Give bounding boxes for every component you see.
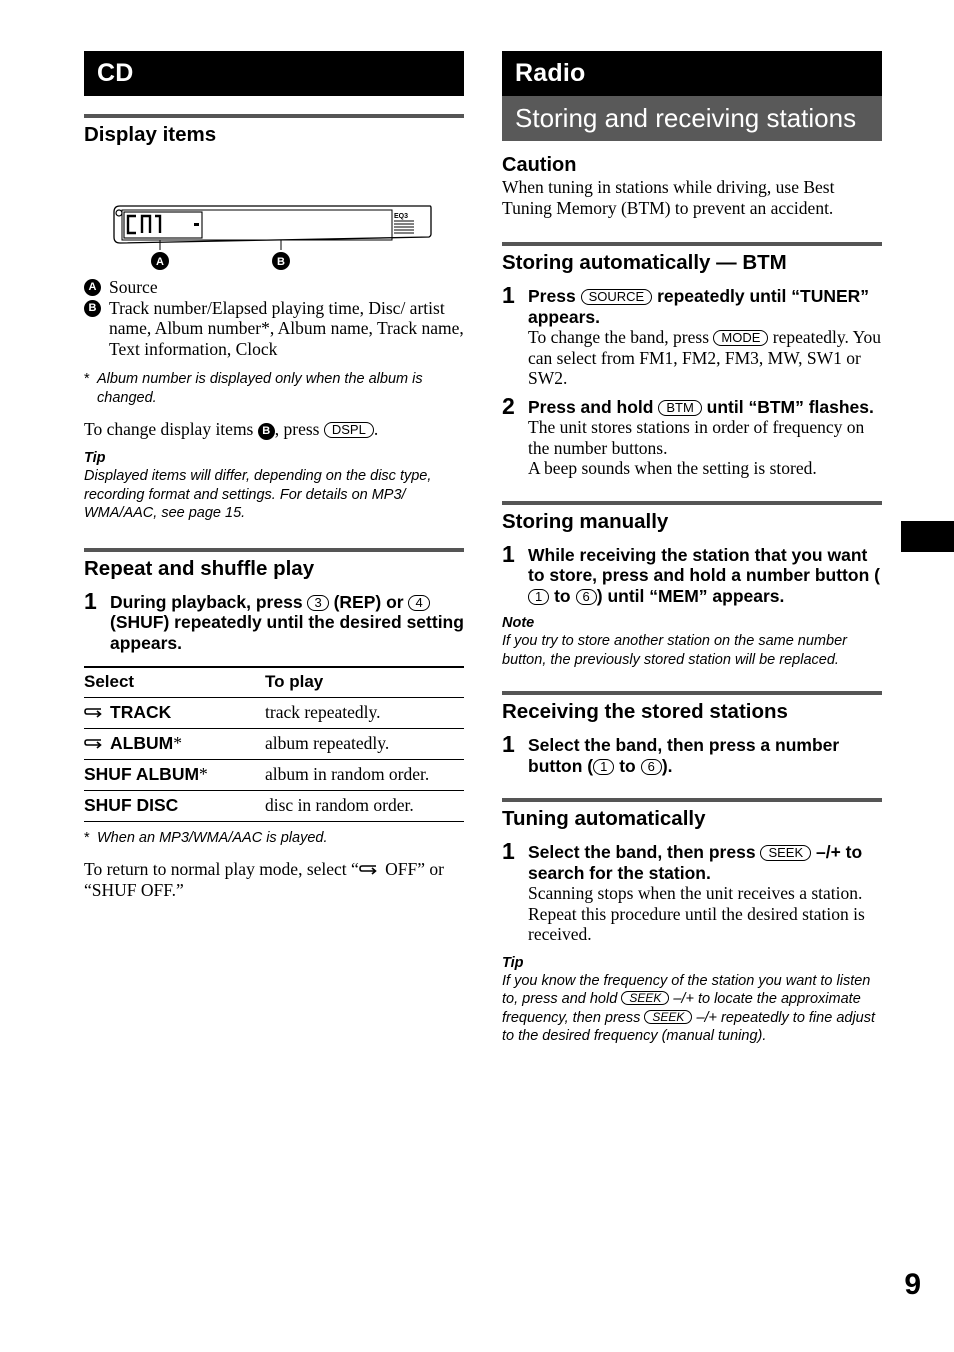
page-number: 9 — [904, 1268, 921, 1301]
note-text: If you try to store another station on the same number button, the previously stored station will be replaced. — [502, 633, 847, 668]
header-to-play: To play — [265, 667, 464, 697]
footnote-mp3 — [84, 829, 464, 848]
step-number: 1 — [502, 540, 515, 567]
footnote-star: * — [84, 371, 90, 387]
heading-repeat-shuffle: Repeat and shuffle play — [84, 548, 464, 581]
select-cell — [84, 728, 265, 759]
heading-display-items: Display items — [84, 114, 464, 147]
select-cell — [84, 759, 265, 790]
heading-receiving: Receiving the stored stations — [502, 691, 882, 724]
step-instruction — [528, 545, 882, 607]
play-cell: album repeatedly. — [265, 728, 464, 759]
step-body: A beep sounds when the setting is stored. — [528, 458, 817, 478]
select-label: ALBUM — [110, 733, 174, 753]
badge-a: A — [84, 279, 101, 296]
repeat-table — [84, 666, 464, 822]
step-body: Scanning stops when the unit receives a station. Repeat this procedure until the desired station is received. — [528, 883, 865, 944]
select-label: SHUF ALBUM — [84, 764, 200, 784]
change-post: . — [373, 419, 379, 439]
change-display-line — [84, 419, 464, 440]
table-row — [84, 759, 464, 790]
tip-text-part: –/+ to locate the approximate frequency, then press — [502, 991, 861, 1026]
legend-text: Source — [109, 277, 158, 297]
step-instruction — [528, 735, 882, 776]
seek-key: SEEK — [621, 991, 669, 1005]
step-body: The unit stores stations in order of frequency on the number buttons. — [528, 417, 865, 458]
step-text: (SHUF) repeatedly until the desired setting appears. — [110, 612, 464, 653]
step-text: to — [554, 585, 571, 606]
footnote-star: * — [84, 829, 90, 846]
heading-storing-manually: Storing manually — [502, 501, 882, 534]
btm-key: BTM — [658, 400, 701, 416]
step-instruction — [528, 286, 882, 327]
callout-a: A — [156, 256, 164, 268]
play-cell: track repeatedly. — [265, 697, 464, 728]
step-text: Press — [528, 286, 576, 306]
tip-label: Tip — [84, 450, 106, 466]
key-4: 4 — [408, 595, 429, 611]
step-number: 1 — [502, 838, 515, 864]
section-title-radio: Radio — [502, 51, 882, 96]
right-column — [502, 51, 882, 1046]
header-select: Select — [84, 667, 265, 697]
step-text: repeatedly. You can select from FM1, FM2, FM3, MW, SW1 or SW2. — [528, 327, 881, 388]
table-row — [84, 728, 464, 759]
tip-text-part: If you know the frequency of the station you want to listen to, press and hold — [502, 972, 871, 1007]
legend-item-b — [84, 298, 464, 360]
tip-text-part: –/+ repeatedly to fine adjust to the desired frequency (manual tuning). — [502, 1009, 876, 1044]
step-text: (REP) or — [333, 591, 404, 612]
table-row — [84, 790, 464, 821]
manual-step-1 — [502, 540, 882, 607]
change-pre: To change display items — [84, 419, 254, 439]
step-text: ). — [661, 755, 673, 776]
step-text: to — [619, 755, 636, 776]
footnote-star: * — [173, 733, 182, 753]
subsection-title: Storing and receiving stations — [502, 96, 882, 141]
legend-text: Track number/Elapsed playing time, Disc/ artist name, Album number*, Album name, Track name, Text information, Clock — [109, 297, 464, 359]
repeat-icon — [84, 738, 104, 750]
play-cell: album in random order. — [265, 759, 464, 790]
step-number: 1 — [502, 731, 515, 757]
key-1: 1 — [593, 759, 614, 775]
step-text: –/+ to search for the station. — [528, 842, 863, 883]
tip-text — [502, 972, 882, 1046]
footnote-album — [84, 370, 464, 407]
badge-b: B — [258, 423, 275, 440]
footnote-text: When an MP3/WMA/AAC is played. — [97, 829, 328, 846]
select-label: TRACK — [110, 702, 172, 722]
repeat-icon — [84, 707, 104, 719]
key-3: 3 — [307, 595, 328, 611]
legend-list — [84, 277, 464, 359]
display-illustration — [84, 195, 464, 275]
section-title-cd: CD — [84, 51, 464, 96]
key-1: 1 — [528, 589, 549, 605]
seek-key: SEEK — [760, 845, 811, 861]
step-number: 2 — [502, 392, 515, 419]
heading-tuning: Tuning automatically — [502, 798, 882, 831]
side-thumb-tab — [901, 521, 954, 552]
left-column — [84, 51, 464, 900]
seek-key: SEEK — [644, 1010, 692, 1024]
heading-btm: Storing automatically — BTM — [502, 242, 882, 275]
heading-caution: Caution — [502, 154, 577, 176]
step-text: Select the band, then press a number button ( — [528, 735, 840, 776]
step-instruction — [528, 842, 882, 883]
source-key: SOURCE — [581, 289, 653, 305]
step-body — [528, 327, 882, 389]
key-6: 6 — [576, 589, 597, 605]
svg-text:EQ3: EQ3 — [394, 213, 409, 220]
badge-b: B — [84, 300, 101, 317]
legend-item-a — [84, 277, 464, 298]
footnote-star: * — [199, 764, 208, 784]
dspl-key: DSPL — [324, 422, 374, 438]
step-text: Select the band, then press — [528, 842, 756, 862]
step-number: 1 — [502, 282, 515, 308]
table-row — [84, 697, 464, 728]
note-label: Note — [502, 615, 535, 631]
return-post: OFF” or “SHUF OFF.” — [84, 859, 444, 900]
receiving-step-1 — [502, 731, 882, 776]
caution-text: When tuning in stations while driving, use Best Tuning Memory (BTM) to prevent an accident. — [502, 177, 835, 218]
btm-step-2 — [502, 392, 882, 479]
step-instruction — [110, 592, 464, 654]
select-cell — [84, 697, 265, 728]
tip-label: Tip — [502, 954, 524, 971]
key-6: 6 — [641, 759, 662, 775]
return-normal-text — [84, 859, 464, 900]
step-text: During playback, press — [110, 591, 303, 612]
play-cell: disc in random order. — [265, 790, 464, 821]
mode-key: MODE — [713, 330, 768, 346]
step-text: until “BTM” flashes. — [706, 396, 874, 417]
step-text: repeatedly until “TUNER” appears. — [528, 286, 870, 327]
step-number: 1 — [84, 587, 97, 614]
select-cell — [84, 790, 265, 821]
step-text: While receiving the station that you want to store, press and hold a number button ( — [528, 544, 880, 585]
repeat-icon — [359, 864, 379, 876]
step-instruction — [528, 397, 882, 418]
select-label: SHUF DISC — [84, 795, 179, 815]
step-text: Press and hold — [528, 396, 654, 417]
step-text: ) until “MEM” appears. — [596, 585, 785, 606]
tip-text: Displayed items will differ, depending on the disc type, recording format and settings. For details on MP3/ WMA/AAC, see page 15. — [84, 468, 432, 521]
callout-b: B — [277, 256, 285, 268]
step-text: To change the band, press — [528, 327, 710, 347]
btm-step-1 — [502, 282, 882, 389]
tuning-step-1 — [502, 838, 882, 945]
change-mid: , press — [274, 419, 320, 439]
table-header-row — [84, 667, 464, 697]
return-pre: To return to normal play mode, select “ — [84, 859, 359, 879]
footnote-text: Album number is displayed only when the album is changed. — [97, 371, 423, 406]
repeat-step-1 — [84, 587, 464, 654]
